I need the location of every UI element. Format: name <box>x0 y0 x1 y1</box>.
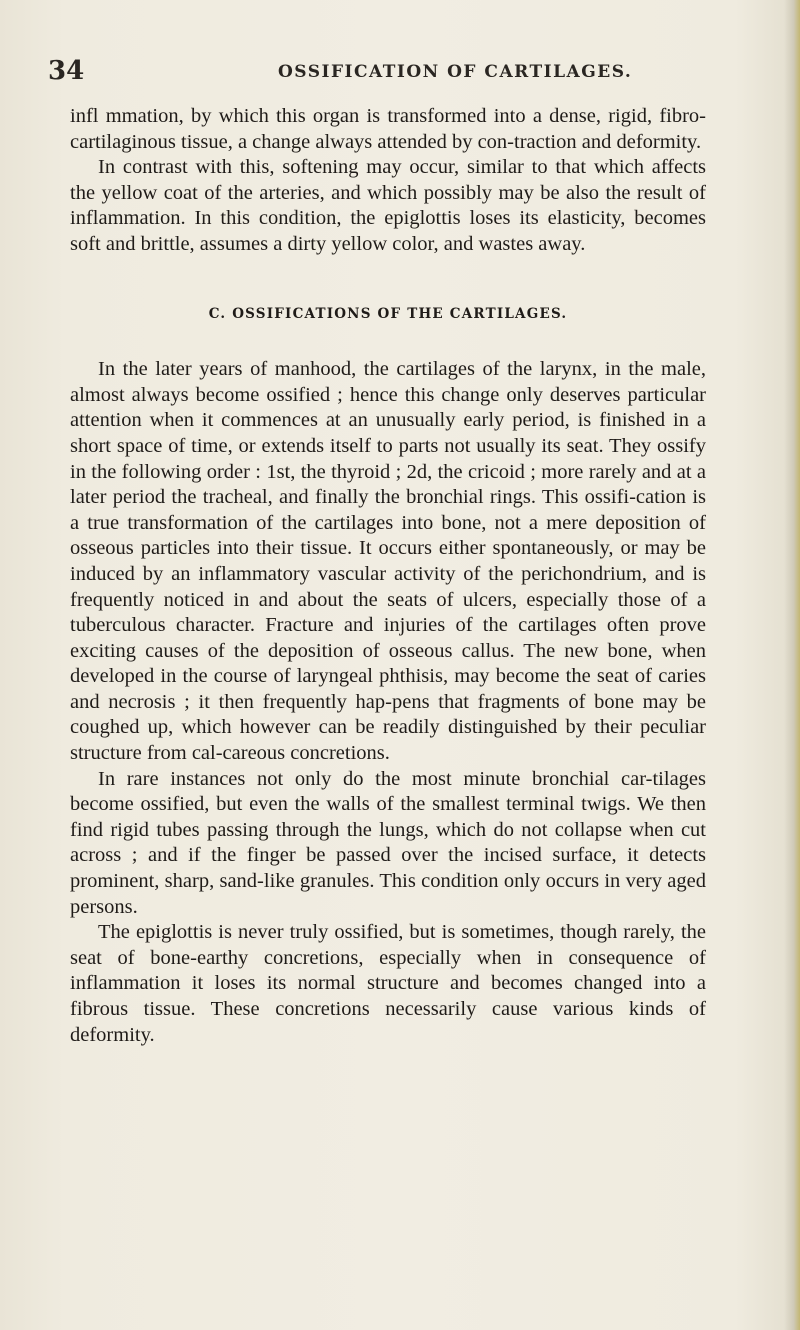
paragraph-continued: infl mmation, by which this organ is transformed into a dense, rigid, fibro-cartilaginous tissue, a change always attended by con-traction and deformity. <box>70 105 706 153</box>
paragraph-softening: In contrast with this, softening may occur, similar to that which affects the yellow coat of the arteries, and which possibly may be also the result of inflammation. In this condition, the epiglottis loses its elasticity, becomes soft and brittle, assumes a dirty yellow color, and wastes away. <box>70 156 706 255</box>
section-heading: C. OSSIFICATIONS OF THE CARTILAGES. <box>208 305 568 322</box>
paragraph-epiglottis: The epiglottis is never truly ossified, but is sometimes, though rarely, the seat of bone-earthy concretions, especially when in consequence of inflammation it loses its normal structure and becomes changed into a fibrous tissue. These concretions necessarily cause various kinds of deformity. <box>70 921 706 1046</box>
running-head <box>48 56 748 96</box>
running-title: OSSIFICATION OF CARTILAGES. <box>278 62 633 82</box>
body-text <box>70 104 706 1048</box>
page-number: 34 <box>48 56 85 86</box>
page-edge-shadow <box>784 0 800 1330</box>
paragraph-ossification: In the later years of manhood, the cartilages of the larynx, in the male, almost always become ossified ; hence this change only deserves particular attention when it commences at an unusually early period, is finished in a short space of time, or extends itself to parts not usually its seat. They ossify in the following order : 1st, the thyroid ; 2d, the cricoid ; more rarely and at a later period the tracheal, and finally the bronchial rings. This ossifi-cation is a true transformation of the cartilages into bone, not a mere deposition of osseous particles into their tissue. It occurs either spontaneously, or may be induced by an inflammatory vascular activity of the perichondrium, and is frequently noticed in and about the seats of ulcers, especially those of a tuberculous character. Fracture and injuries of the cartilages often prove exciting causes of the deposition of osseous callus. The new bone, when developed in the course of laryngeal phthisis, may become the seat of caries and necrosis ; it then frequently hap-pens that fragments of bone may be coughed up, which however can be readily distinguished by their peculiar structure from cal-careous concretions. <box>70 358 706 765</box>
paragraph-bronchial: In rare instances not only do the most minute bronchial car-tilages become ossified, but even the walls of the smallest terminal twigs. We then find rigid tubes passing through the lungs, which do not collapse when cut across ; and if the finger be passed over the incised surface, it detects prominent, sharp, sand-like granules. This condition only occurs in very aged persons. <box>70 767 706 918</box>
